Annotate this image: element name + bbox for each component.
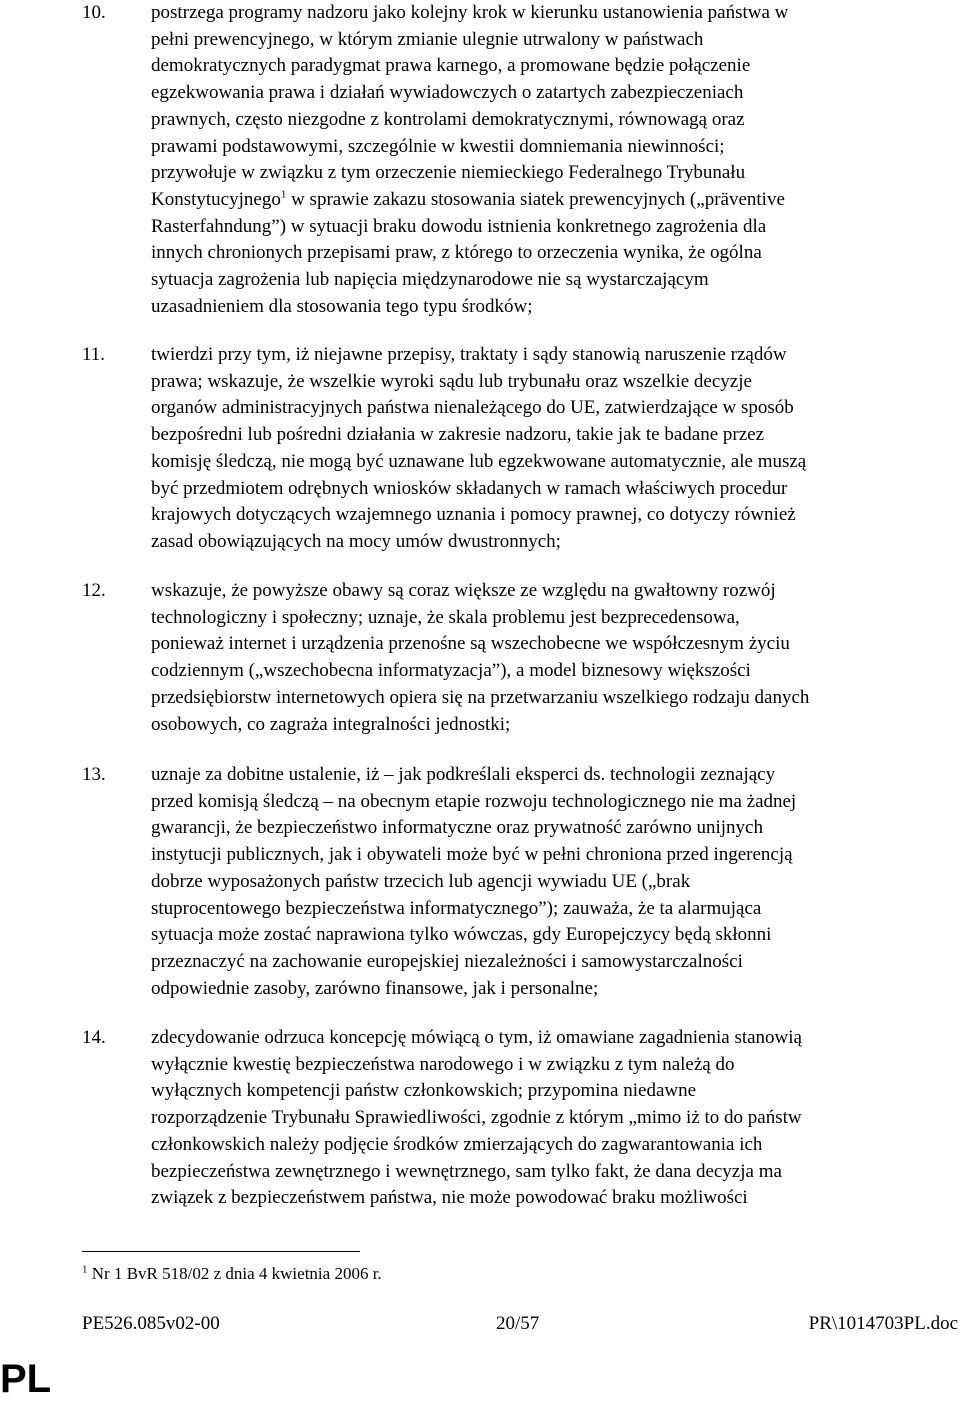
- text-line: instytucji publicznych, jak i obywateli może być w pełni chroniona przed ingerencją: [151, 844, 793, 866]
- text-line: wyłącznych kompetencji państw członkowskich; przypomina niedawne: [151, 1080, 697, 1102]
- text-line: pełni prewencyjnego, w którym zmianie ulegnie utrwalony w państwach: [151, 28, 704, 50]
- text-line: bezpieczeństwa zewnętrznego i wewnętrznego, sam tylko fakt, że dana decyzja ma: [151, 1160, 782, 1182]
- text-line: wyłącznie kwestię bezpieczeństwa narodowego i w związku z tym należą do: [151, 1053, 735, 1075]
- paragraph-number: 14.: [82, 1027, 106, 1048]
- footnote-marker: 1: [82, 1263, 88, 1276]
- text-segment: w sprawie zakazu stosowania siatek prewencyjnych („präventive: [286, 188, 785, 210]
- text-line: innych chronionych przepisami praw, z którego to orzeczenia wynika, że ogólna: [151, 242, 762, 264]
- text-line: być przedmiotem odrębnych wniosków składanych w ramach właściwych procedur: [151, 477, 788, 499]
- paragraph-number: 13.: [82, 764, 106, 785]
- footnote-separator: [82, 1251, 360, 1252]
- text-line: członkowskich należy podjęcie środków zmierzających do zagwarantowania ich: [151, 1133, 763, 1155]
- text-line: prawa; wskazuje, że wszelkie wyroki sądu lub trybunału oraz wszelkie decyzje: [151, 370, 752, 392]
- text-line: wskazuje, że powyższe obawy są coraz większe ze względu na gwałtowny rozwój: [151, 580, 776, 601]
- paragraph-number: 10.: [82, 2, 106, 23]
- text-line: związek z bezpieczeństwem państwa, nie może powodować braku możliwości: [151, 1187, 748, 1209]
- footnote-reference: 1: [280, 188, 287, 201]
- text-line: zasad obowiązujących na mocy umów dwustronnych;: [151, 530, 561, 552]
- text-line: prawami podstawowymi, szczególnie w kwestii domniemania niewinności;: [151, 135, 725, 157]
- document-reference: PE526.085v02-00: [82, 1313, 220, 1334]
- text-line: zdecydowanie odrzuca koncepcję mówiącą o tym, iż omawiane zagadnienia stanowią: [151, 1027, 802, 1048]
- footnote: [82, 1263, 382, 1285]
- file-name: PR\1014703PL.doc: [808, 1313, 958, 1334]
- text-line: Rasterfahndung”) w sytuacji braku dowodu istnienia konkretnego zagrożenia dla: [151, 215, 767, 237]
- text-line: przedsiębiorstw internetowych opiera się na przetwarzaniu wszelkiego rodzaju danych: [151, 686, 810, 708]
- text-line: komisję śledczą, nie mogą być uznawane lub egzekwowane automatycznie, ale muszą: [151, 450, 807, 472]
- text-line: sytuacja zagrożenia lub napięcia międzynarodowe nie są wystarczającym: [151, 269, 709, 290]
- text-line: osobowych, co zagraża integralności jednostki;: [151, 713, 511, 735]
- text-line: demokratycznych paradygmat prawa karnego, a promowane będzie połączenie: [151, 55, 751, 77]
- text-line: dobrze wyposażonych państw trzecich lub agencji wywiadu UE („brak: [151, 870, 691, 892]
- page-number: 20/57: [496, 1313, 540, 1334]
- text-line: technologiczny i społeczny; uznaje, że skala problemu jest bezprecedensowa,: [151, 606, 740, 628]
- text-segment: Konstytucyjnego: [151, 188, 281, 210]
- text-line: uzasadnieniem dla stosowania tego typu środków;: [151, 295, 533, 317]
- text-line: krajowych dotyczących wzajemnego uznania i pomocy prawnej, co dotyczy również: [151, 504, 796, 526]
- paragraph-number: 11.: [82, 344, 106, 365]
- text-line: [151, 187, 785, 214]
- text-line: gwarancji, że bezpieczeństwo informatyczne oraz prywatność zarówno unijnych: [151, 817, 763, 839]
- text-line: twierdzi przy tym, iż niejawne przepisy, traktaty i sądy stanowią naruszenie rządów: [151, 344, 787, 365]
- text-line: uznaje za dobitne ustalenie, iż – jak podkreślali eksperci ds. technologii zeznający: [151, 764, 776, 785]
- language-code: PL: [0, 1357, 52, 1401]
- text-line: przed komisją śledczą – na obecnym etapie rozwoju technologicznego nie ma żadnej: [151, 790, 797, 812]
- text-line: sytuacja może zostać naprawiona tylko wówczas, gdy Europejczycy będą skłonni: [151, 924, 772, 946]
- text-line: odpowiednie zasoby, zarówno finansowe, jak i personalne;: [151, 977, 599, 999]
- text-line: prawnych, często niezgodne z kontrolami demokratycznymi, równowagą oraz: [151, 108, 745, 130]
- text-line: codziennym („wszechobecna informatyzacja”), a model biznesowy większości: [151, 660, 751, 682]
- text-line: organów administracyjnych państwa nienależącego do UE, zatwierdzające w sposób: [151, 397, 794, 419]
- text-line: ponieważ internet i urządzenia przenośne są wszechobecne we współczesnym życiu: [151, 633, 790, 655]
- footnote-text: Nr 1 BvR 518/02 z dnia 4 kwietnia 2006 r.: [87, 1264, 382, 1283]
- text-line: przeznaczyć na zachowanie europejskiej niezależności i samowystarczalności: [151, 950, 743, 972]
- text-line: przywołuje w związku z tym orzeczenie niemieckiego Federalnego Trybunału: [151, 162, 746, 184]
- text-line: rozporządzenie Trybunału Sprawiedliwości, zgodnie z którym „mimo iż to do państw: [151, 1107, 802, 1129]
- text-line: postrzega programy nadzoru jako kolejny krok w kierunku ustanowienia państwa w: [151, 2, 789, 23]
- text-line: egzekwowania prawa i działań wywiadowczych o zatartych zabezpieczeniach: [151, 82, 744, 104]
- text-line: bezpośredni lub pośredni działania w zakresie nadzoru, takie jak te badane przez: [151, 424, 765, 446]
- text-line: stuprocentowego bezpieczeństwa informatycznego”); zauważa, że ta alarmująca: [151, 897, 762, 919]
- paragraph-number: 12.: [82, 580, 106, 601]
